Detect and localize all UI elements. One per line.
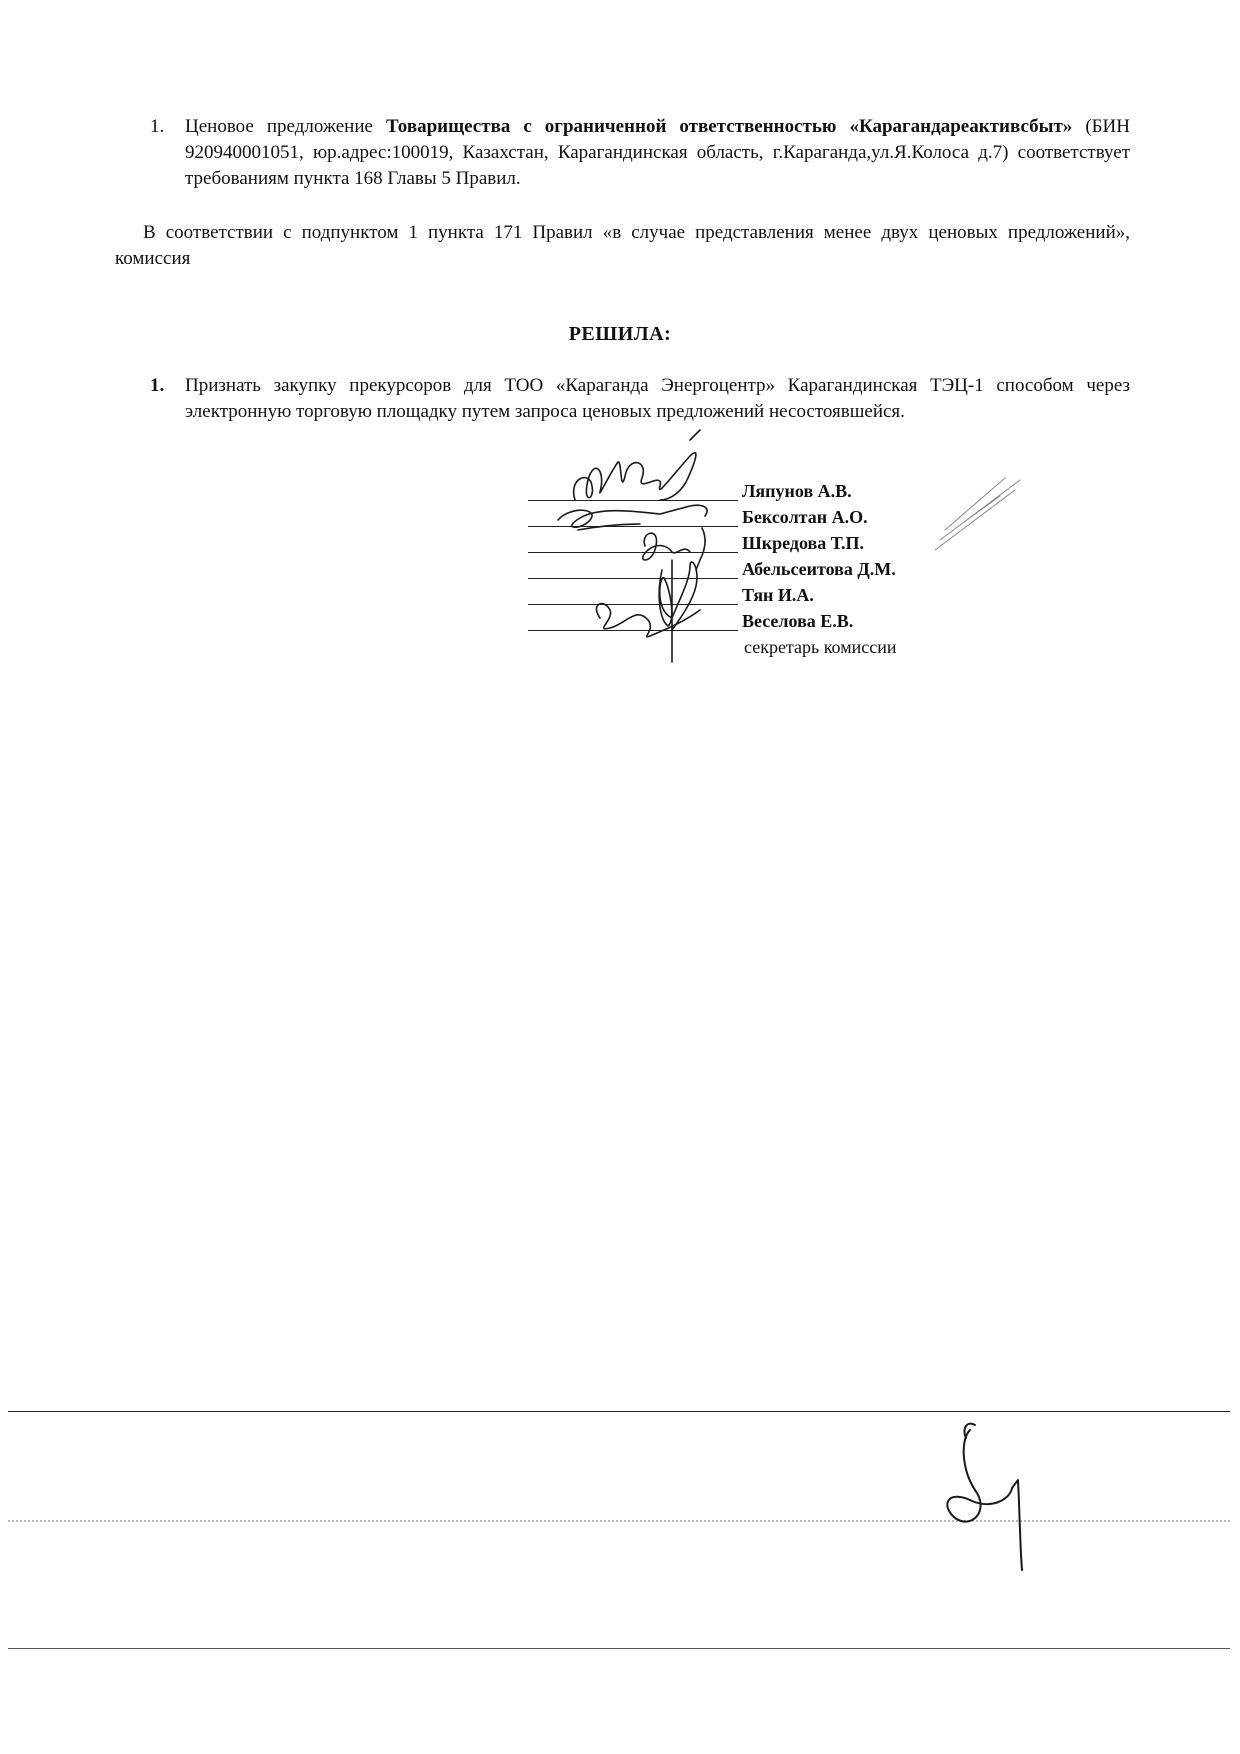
decision-paragraph [150,373,1130,425]
signature-mark [690,430,700,440]
signature-mark [947,1430,1022,1570]
signatory-row [528,608,978,634]
signatory-name: Ляпунов А.В. [742,481,852,501]
signatory-row [528,582,978,608]
signatory-name: Бексолтан А.О. [742,507,868,527]
signature-line [528,578,738,579]
decision-text: Признать закупку прекурсоров для ТОО «Караганда Энергоцентр» Карагандинская ТЭЦ-1 способом через электронную торговую площадку путем запроса ценовых предложений несостоявшейся. [185,375,1130,422]
offer-lead: Ценовое предложение [185,116,386,137]
decision-number: 1. [150,375,165,396]
signatory-name: Веселова Е.В. [742,611,854,631]
rule-reference-paragraph: В соответствии с подпунктом 1 пункта 171 Правил «в случае представления менее двух ценовых предложений», комиссия [115,222,1130,269]
signatory-row [528,556,978,582]
signatory-name: Абельсеитова Д.М. [742,559,896,579]
signatory-row [528,504,978,530]
signatory-row [528,530,978,556]
footer-dotted-line [8,1520,1230,1522]
offer-text [185,114,1130,192]
signature-line [528,552,738,553]
signatory-name: Тян И.А. [742,585,814,605]
secretary-label: секретарь комиссии [744,637,897,657]
company-details: (БИН 920940001051, юр.адрес:100019, Казахстан, Карагандинская область, г.Караганда,ул.Я.Колоса д.7) соответствует требованиям пункта 168 Главы 5 Правил. [185,116,1130,189]
company-name: Товарищества с ограниченной ответственностью «Карагандареактивсбыт» [385,116,1073,137]
signature-line [528,630,738,631]
signature-line [528,526,738,527]
signature-line [528,500,738,501]
footer-divider-bottom [8,1648,1230,1649]
signature-mark [964,1424,975,1438]
footer-divider-top [8,1411,1230,1412]
signature-block [528,478,978,668]
item-number: 1. [150,116,165,137]
offer-paragraph [150,114,1130,192]
signatory-name: Шкредова Т.П. [742,533,864,553]
signature-line [528,604,738,605]
signatory-row [528,478,978,504]
decision-heading: РЕШИЛА: [568,323,672,345]
